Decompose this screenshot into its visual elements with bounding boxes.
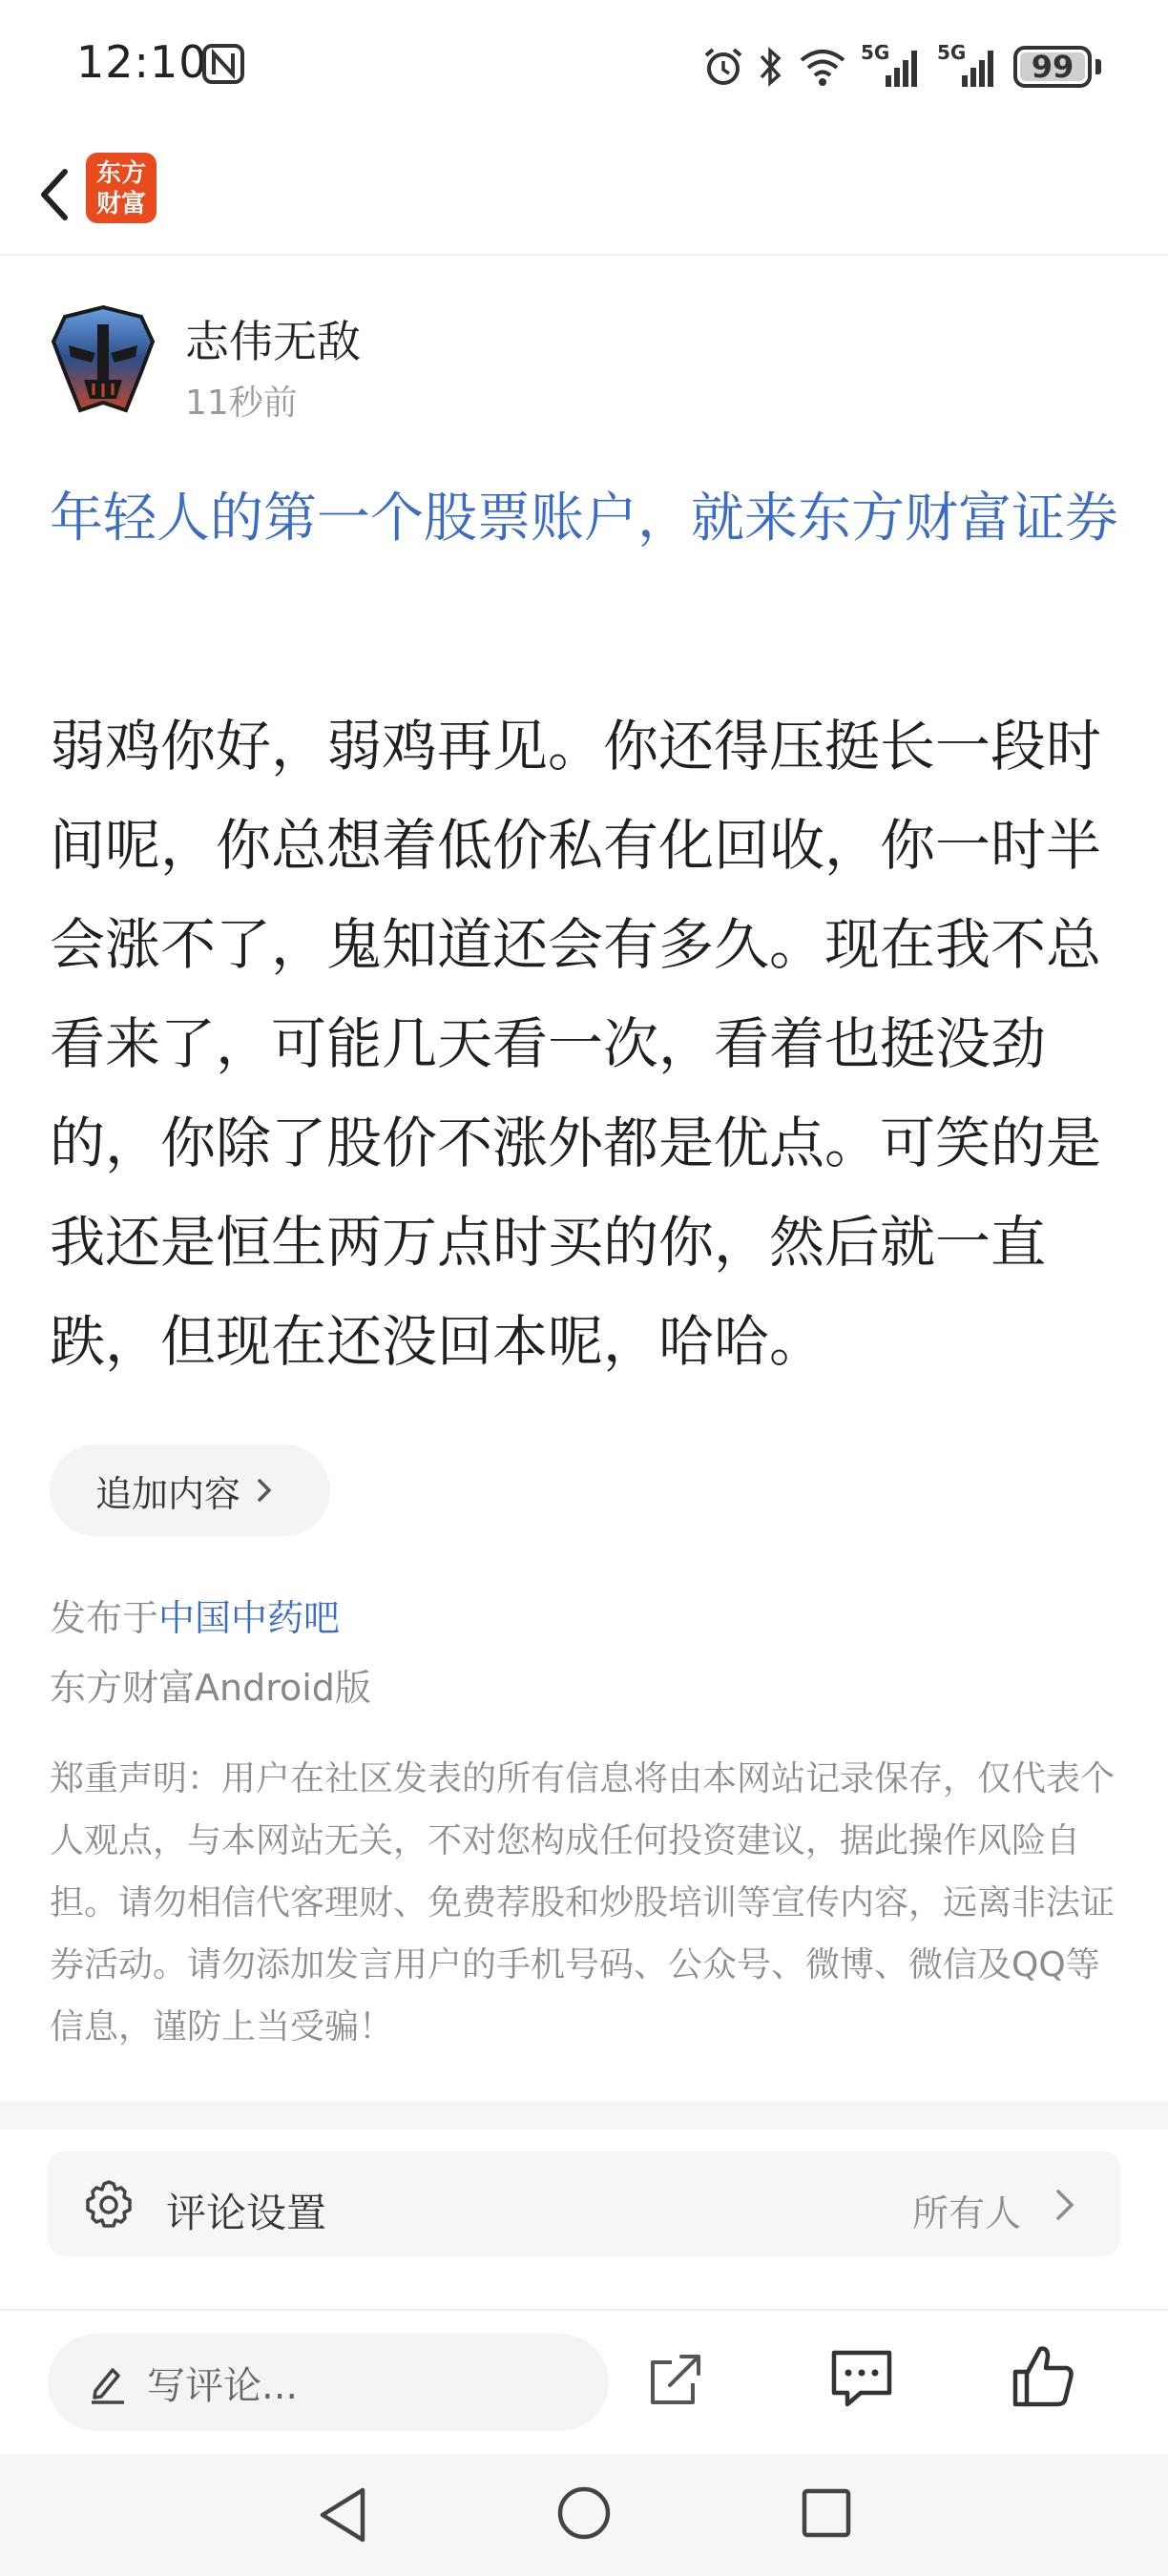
chevron-right-icon [254,1476,275,1505]
comments-icon[interactable] [828,2347,895,2410]
publish-info [50,1589,340,1641]
nav-recents-icon[interactable] [800,2486,853,2540]
forum-link[interactable]: 中国中药吧 [158,1597,341,1639]
pencil-icon [86,2360,130,2404]
signal-5g-2 [937,41,1000,89]
post-body: 弱鸡你好，弱鸡再见。你还得压挺长一段时间呢，你总想着低价私有化回收，你一时半会涨不了，鬼知道还会有多久。现在我不总看来了，可能几天看一次，看着也挺没劲的，你除了股价不涨外都是优点。可笑的是我还是恒生两万点时买的你，然后就一直跌，但现在还没回本呢，哈哈。 [50,714,1102,1374]
client-info: 东方财富Android版 [50,1667,371,1709]
post-author [50,303,1118,427]
comment-settings-row[interactable] [48,2151,1120,2256]
avatar[interactable] [50,303,156,416]
app-header [0,134,1168,256]
nfc-icon [202,44,244,84]
nav-home-icon[interactable] [555,2484,613,2542]
logo-text: 财富 [95,190,146,218]
app-logo[interactable] [86,153,156,223]
author-name[interactable]: 志伟无敌 [185,316,361,367]
post-time: 11秒前 [185,384,298,423]
signal-bars-icon [861,45,924,89]
alarm-icon [702,46,744,88]
disclaimer: 郑重声明：用户在社区发表的所有信息将由本网站记录保存，仅代表个人观点，与本网站无关，不对您构成任何投资建议，据此操作风险自担。请勿相信代客理财、免费荐股和炒股培训等宣传内容，远离非法证券活动。请勿添加发言用户的手机号码、公众号、微博、微信及QQ等信息，谨防上当受骗！ [50,1759,1116,2046]
battery-tip [1095,59,1101,74]
gear-icon [82,2178,136,2232]
bluetooth-icon [758,45,784,89]
share-icon[interactable] [645,2349,706,2410]
publish-prefix: 发布于 [50,1597,159,1639]
signal-5g-1 [861,41,924,89]
chevron-right-icon [1053,2186,1076,2224]
like-icon[interactable] [1012,2343,1076,2410]
comment-settings-label: 评论设置 [166,2190,327,2236]
signal-label: 5G [937,41,967,64]
status-bar [0,0,1168,134]
nav-back-icon[interactable] [315,2484,372,2545]
status-icons [702,38,1101,95]
post-title[interactable]: 年轻人的第一个股票账户，就来东方财富证券 [50,488,1118,550]
system-nav-bar [0,2454,1168,2576]
battery-indicator [1013,46,1092,88]
back-arrow-icon[interactable] [27,155,94,235]
append-content-button[interactable] [50,1444,330,1536]
battery-level: 99 [1031,49,1074,85]
comment-input[interactable] [48,2334,609,2431]
wifi-icon [798,47,847,87]
signal-label: 5G [861,41,890,64]
comment-placeholder: 写评论... [147,2363,299,2408]
comment-settings-value: 所有人 [911,2192,1021,2234]
status-time: 12:10 [76,36,208,88]
logo-text: 东方 [95,159,146,188]
bottom-action-bar [0,2309,1168,2452]
append-content-label: 追加内容 [95,1472,241,1515]
section-divider [0,2101,1168,2129]
signal-bars-icon [937,45,1000,89]
